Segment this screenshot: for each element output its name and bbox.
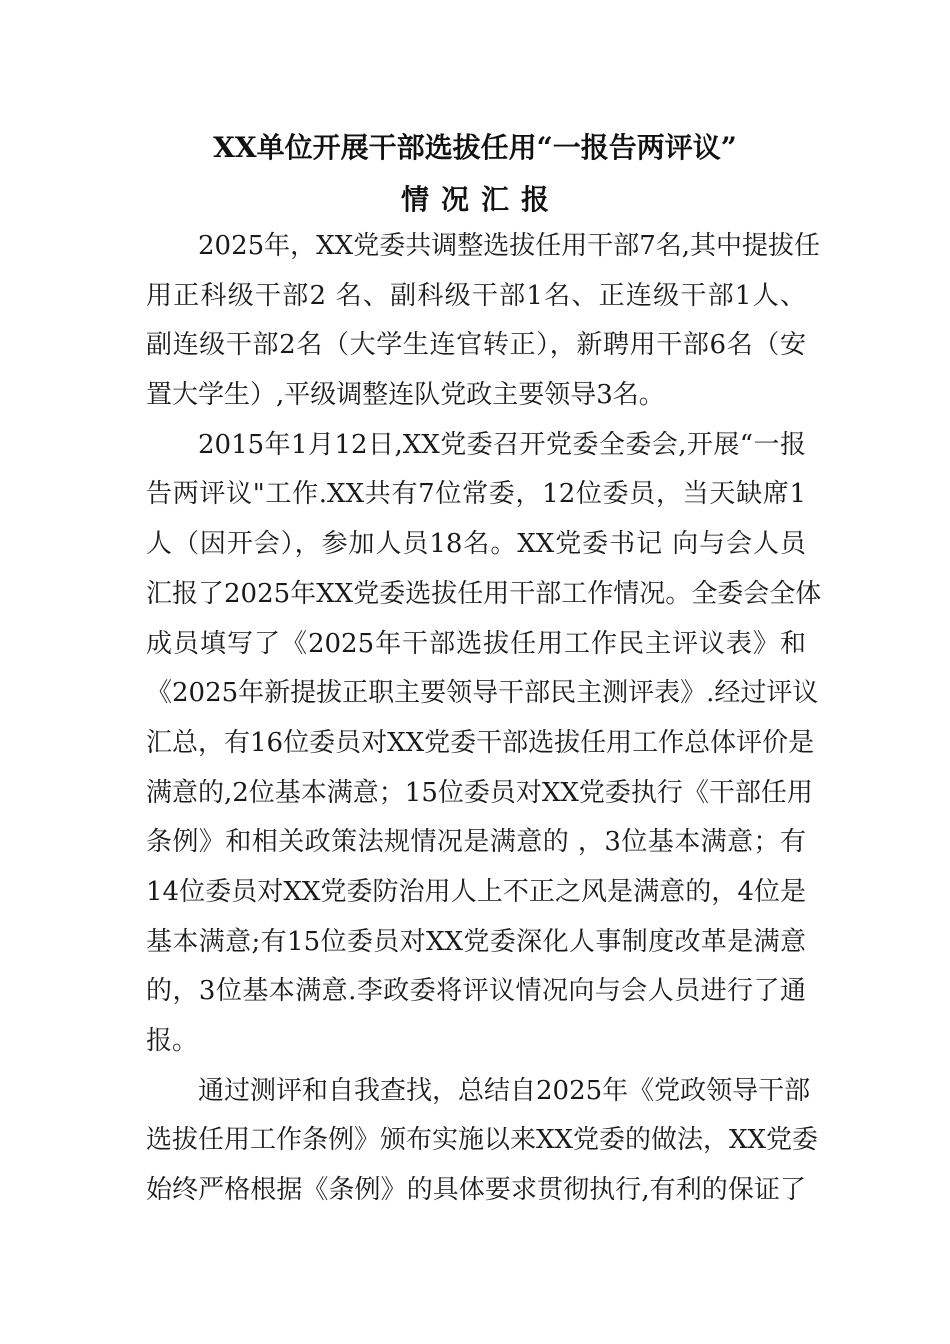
text-line: 告两评议"工作.XX共有7位常委，12位委员，当天缺席1 [146,479,806,510]
text-line: 基本满意;有15位委员对XX党委深化人事制度改革是满意 [146,926,806,957]
paragraph-3 [146,1067,819,1216]
text-line: 成员填写了《2025年干部选拔任用工作民主评议表》和 [146,628,806,659]
text-line: 满意的,2位基本满意；15位委员对XX党委执行《干部任用 [146,777,813,808]
text-line: 人（因开会），参加人员18名。XX党委书记 向与会人员 [146,529,806,560]
document-subtitle: 情况汇报 [400,183,561,216]
paragraph-2 [146,421,822,1067]
text-line: 14位委员对XX党委防治用人上不正之风是满意的，4位是 [146,876,806,907]
text-line: 汇总，有16位委员对XX党委干部选拔任用工作总体评价是 [146,727,815,758]
text-line: 条例》和相关政策法规情况是满意的 ，3位基本满意；有 [146,827,806,858]
text-line: 始终严格根据《条例》的具体要求贯彻执行,有利的保证了 [146,1175,806,1206]
text-line: 2025年，XX党委共调整选拔任用干部7名,其中提拔任 [198,231,820,261]
text-line: 的，3位基本满意.李政委将评议情况向与会人员进行了通 [146,976,806,1007]
text-line: 副连级干部2名（大学生连官转正），新聘用干部6名（安 [146,330,806,361]
document-title: XX单位开展干部选拔任用“一报告两评议” [213,131,737,164]
text-line: 通过测评和自我查找，总结自2025年《党政领导干部 [198,1075,811,1106]
text-line: 汇报了2025年XX党委选拔任用干部工作情况。全委会全体 [146,578,822,609]
text-line: 选拔任用工作条例》颁布实施以来XX党委的做法，XX党委 [146,1125,819,1156]
text-line: 置大学生）,平级调整连队党政主要领导3名。 [146,380,665,411]
text-line: 《2025年新提拔正职主要领导干部民主测评表》.经过评议 [146,678,819,709]
paragraph-1 [146,222,820,421]
text-line: 用正科级干部2 名、副科级干部1名、正连级干部1人、 [146,280,806,311]
text-line: 报。 [146,1026,199,1056]
text-line: 2015年1月12日,XX党委召开党委全委会,开展“一报 [198,429,806,460]
document-body [146,222,822,1216]
